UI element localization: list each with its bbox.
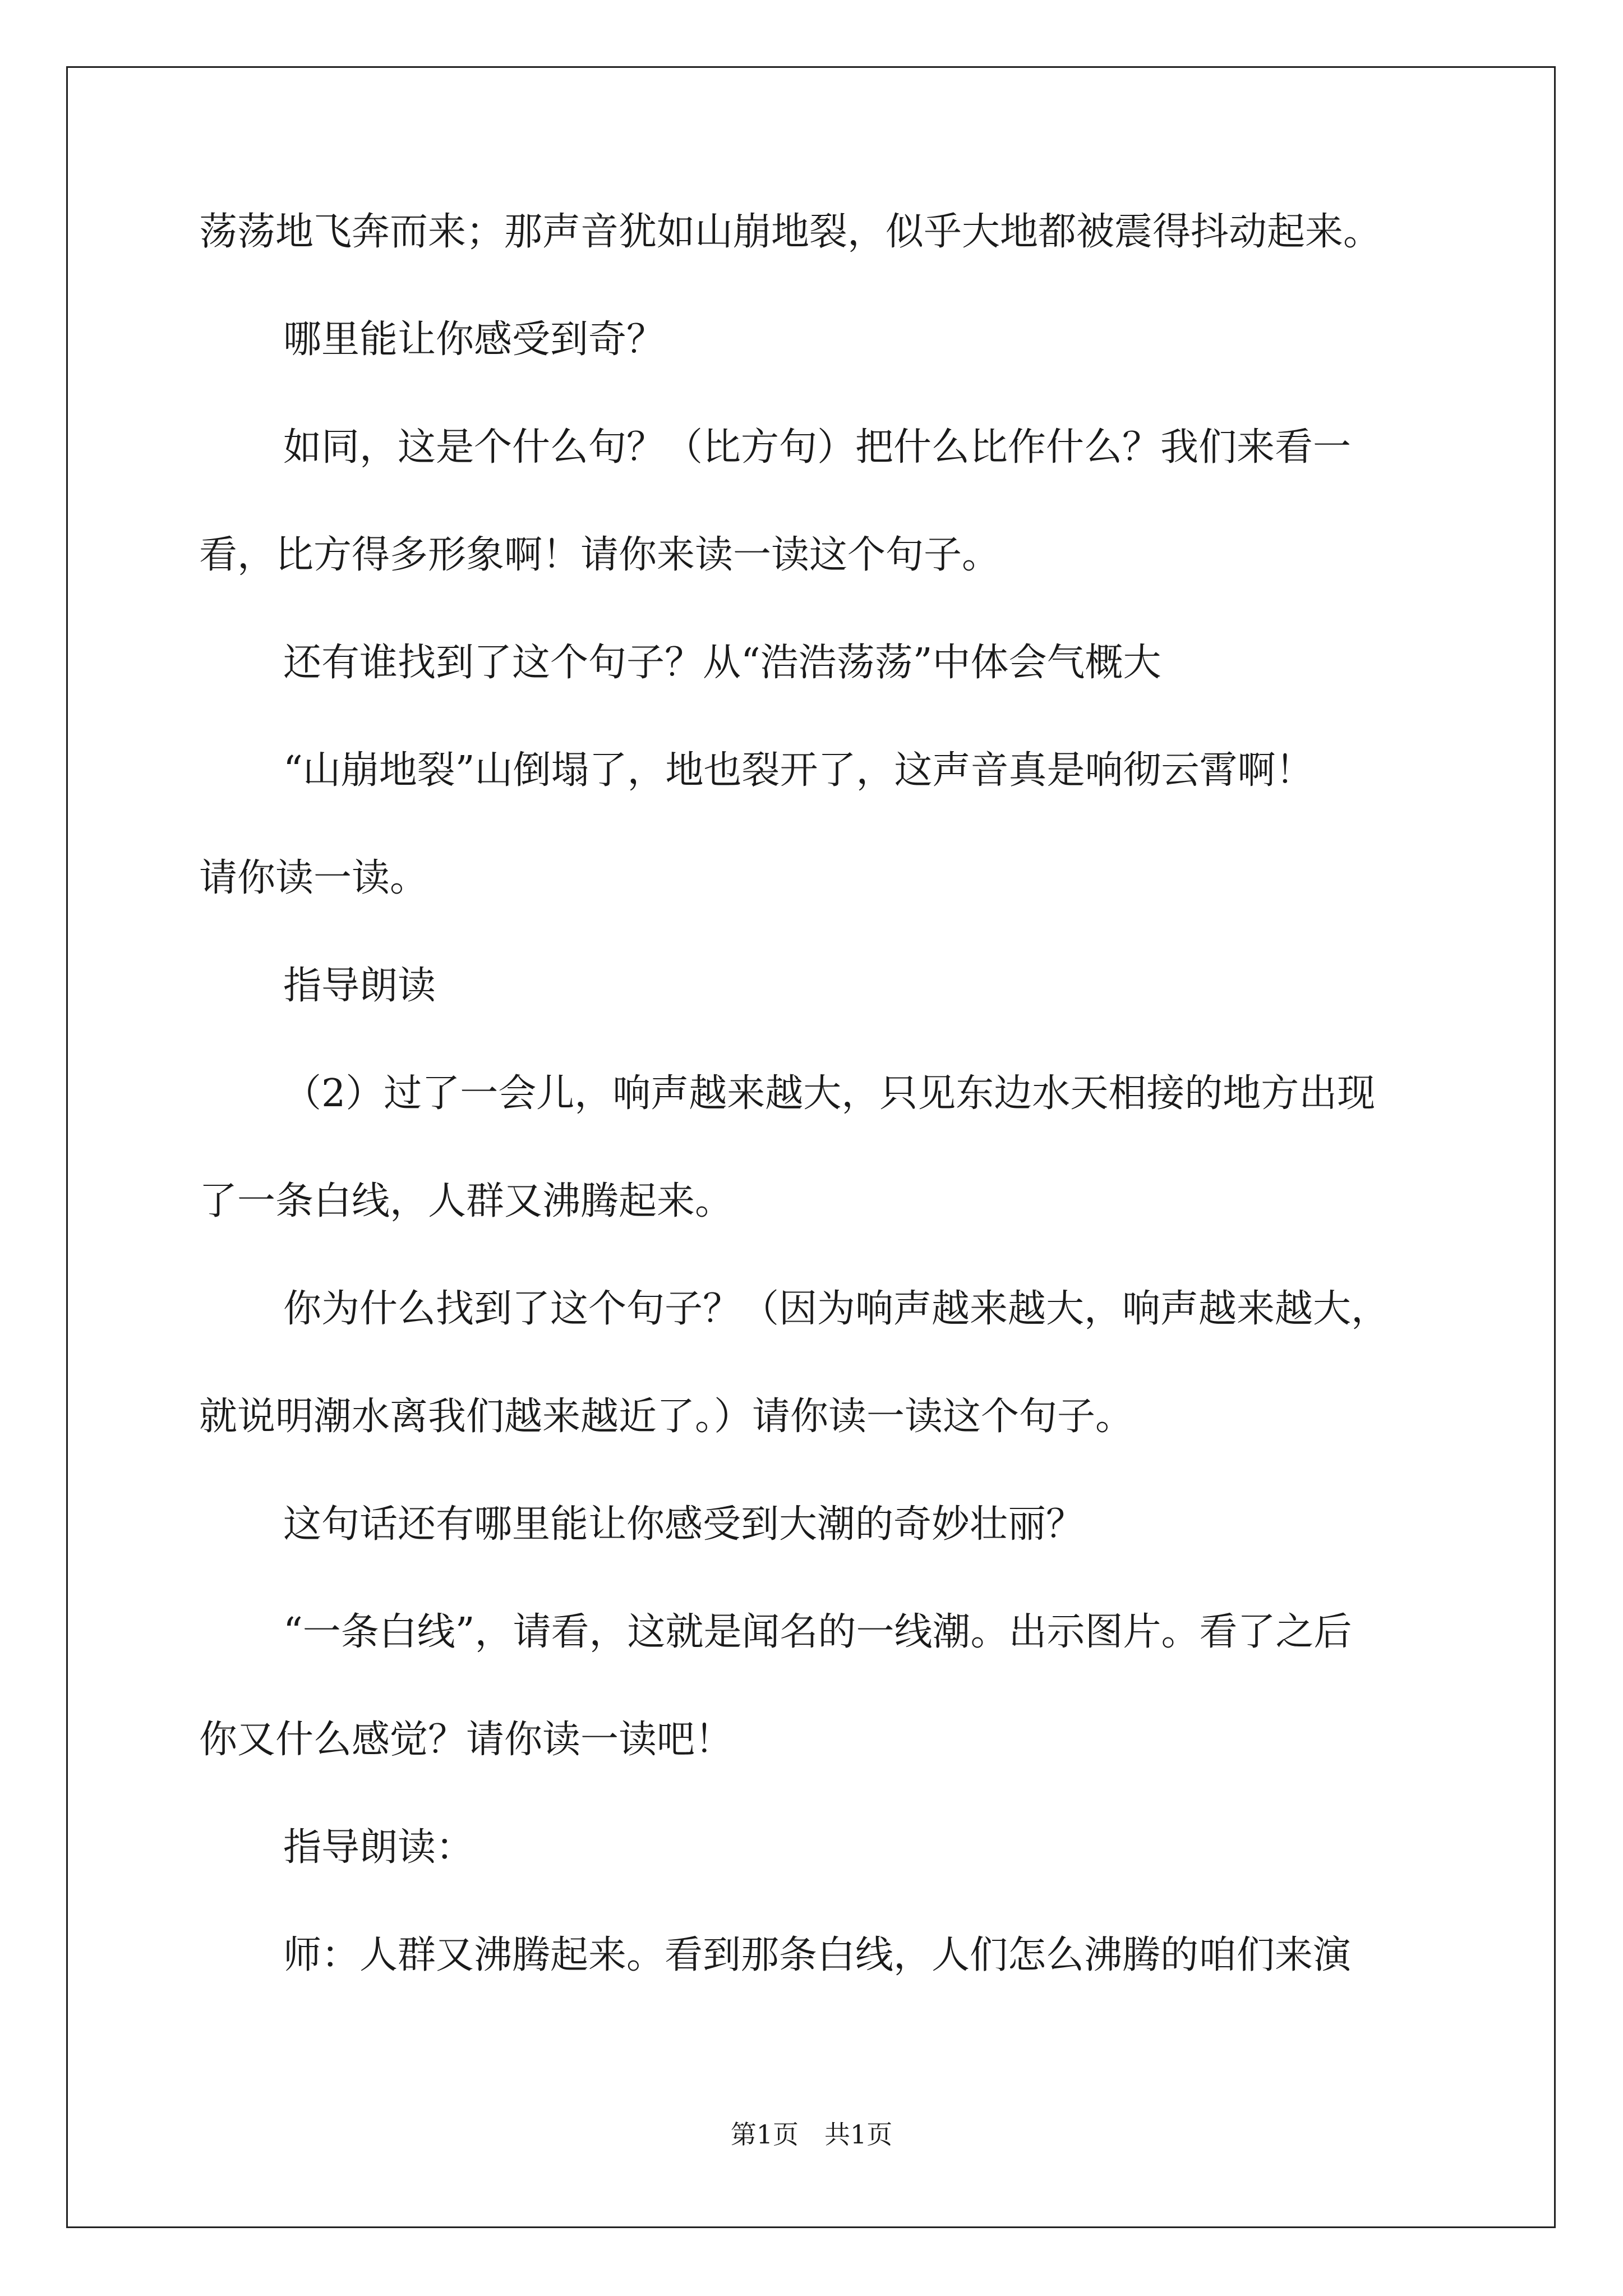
- text-line: “一条白线”，请看，这就是闻名的一线潮。出示图片。看了之后: [283, 1610, 1352, 1654]
- text-line: 哪里能让你感受到奇？: [283, 318, 665, 362]
- text-line: 荡荡地飞奔而来；那声音犹如山崩地裂，似乎大地都被震得抖动起来。: [199, 210, 1382, 254]
- text-line: 看，比方得多形象啊！请你来读一读这个句子。: [199, 533, 1000, 577]
- text-line: 师：人群又沸腾起来。看到那条白线，人们怎么沸腾的咱们来演: [283, 1933, 1352, 1977]
- text-line: 了一条白线，人群又沸腾起来。: [199, 1179, 734, 1223]
- text-line: 指导朗读：: [283, 1825, 474, 1870]
- text-line: 指导朗读: [283, 964, 436, 1008]
- page-border: [66, 66, 1556, 2228]
- page-footer: 第1页 共1页: [730, 2119, 893, 2150]
- text-line: 请你读一读。: [199, 856, 428, 900]
- text-line: 如同，这是个什么句？（比方句）把什么比作什么？我们来看一: [283, 425, 1352, 470]
- text-line: 你为什么找到了这个句子？（因为响声越来越大，响声越来越大，: [283, 1287, 1390, 1331]
- text-line: 就说明潮水离我们越来越近了。）请你读一读这个句子。: [199, 1395, 1134, 1439]
- text-line: “山崩地裂”山倒塌了，地也裂开了，这声音真是响彻云霄啊！: [283, 748, 1314, 793]
- text-line: 这句话还有哪里能让你感受到大潮的奇妙壮丽？: [283, 1502, 1085, 1547]
- text-line: （2）过了一会儿，响声越来越大，只见东边水天相接的地方出现: [283, 1071, 1376, 1116]
- text-line: 还有谁找到了这个句子？从“浩浩荡荡”中体会气概大: [283, 641, 1161, 685]
- text-line: 你又什么感觉？请你读一读吧！: [199, 1718, 734, 1762]
